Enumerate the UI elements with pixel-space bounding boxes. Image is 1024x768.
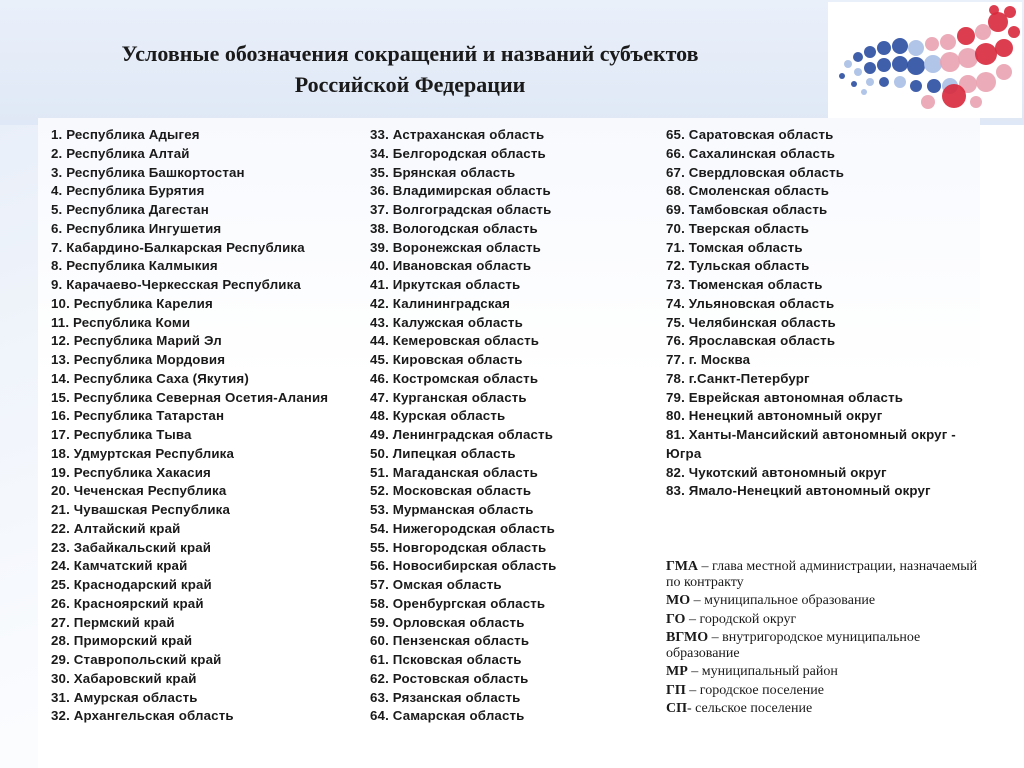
subject-list-item: 78. г.Санкт-Петербург — [666, 370, 810, 386]
subject-list-item: 61. Псковская область — [370, 652, 522, 667]
subject-list-item: 19. Республика Хакасия — [51, 464, 211, 480]
logo-dot — [989, 5, 999, 15]
subject-list-item: 6. Республика Ингушетия — [51, 220, 222, 236]
subject-list-item: 56. Новосибирская область — [370, 558, 557, 574]
legend-separator: - — [687, 701, 696, 716]
subject-list-item: 72. Тульская область — [666, 258, 810, 274]
subject-list-item: Югра — [666, 445, 702, 461]
subject-list-item: 52. Московская область — [370, 483, 532, 499]
subject-list-item: 71. Томская область — [666, 239, 803, 255]
subject-list-item: 73. Тюменская область — [666, 277, 823, 292]
subject-list-item: 12. Республика Марий Эл — [51, 333, 222, 349]
logo-dot — [864, 46, 876, 58]
subject-list-item: 4. Республика Бурятия — [51, 183, 205, 199]
subject-list-item: 38. Вологодская область — [370, 220, 538, 236]
logo-dot — [1004, 6, 1016, 18]
logo-dot — [861, 89, 867, 95]
logo-dot — [925, 37, 939, 51]
subject-list-item: 69. Тамбовская область — [666, 202, 828, 217]
logo-dot — [892, 38, 908, 54]
logo-dot — [907, 57, 925, 75]
subject-list-item: 83. Ямало-Ненецкий автономный округ — [666, 483, 931, 499]
subject-list-item: 79. Еврейская автономная область — [666, 389, 904, 405]
subject-list-item: 81. Ханты-Мансийский автономный округ - — [666, 427, 956, 442]
logo-dot — [976, 72, 996, 92]
legend-text: муниципальный район — [701, 664, 838, 679]
subject-list-item: 66. Сахалинская область — [666, 145, 836, 161]
legend-abbr: ГО — [666, 611, 686, 627]
logo-dot — [853, 52, 863, 62]
subject-list-item: 62. Ростовская область — [370, 670, 529, 686]
legend-separator: – — [685, 682, 700, 698]
logo-dot — [995, 39, 1013, 57]
subject-list-item: 24. Камчатский край — [51, 558, 188, 574]
legend-abbr: МО — [666, 593, 691, 608]
legend-row — [666, 630, 986, 661]
subject-list-item: 32. Архангельская область — [51, 708, 234, 724]
logo-dot — [864, 62, 876, 74]
legend-row — [666, 664, 986, 680]
subject-list-item: 59. Орловская область — [370, 614, 525, 630]
legend-text: городское поселение — [699, 682, 824, 698]
abbreviation-legend — [666, 559, 986, 720]
subject-list-item: 65. Саратовская область — [666, 127, 834, 142]
subject-list-item: 8. Республика Калмыкия — [51, 258, 218, 274]
subject-list-item: 75. Челябинская область — [666, 314, 836, 330]
subject-list-item: 54. Нижегородская область — [370, 520, 555, 536]
subject-list-item: 31. Амурская область — [51, 689, 198, 705]
subject-list-item: 15. Республика Северная Осетия-Алания — [51, 389, 329, 405]
subject-list-item: 10. Республика Карелия — [51, 295, 213, 311]
logo-dot — [924, 55, 942, 73]
logo-dot — [958, 48, 978, 68]
subject-list-item: 82. Чукотский автономный округ — [666, 464, 887, 480]
logo-dot — [877, 41, 891, 55]
subject-list-item: 14. Республика Саха (Якутия) — [51, 370, 249, 386]
subject-list-item: 47. Курганская область — [370, 389, 527, 405]
subject-list-item: 57. Омская область — [370, 577, 502, 592]
subject-list-item: 43. Калужская область — [370, 314, 523, 330]
subject-list-item: 76. Ярославская область — [666, 333, 836, 349]
legend-row — [666, 612, 986, 628]
subjects-column-1 — [51, 126, 328, 726]
subject-list-item: 50. Липецкая область — [370, 445, 516, 461]
subject-list-item: 58. Оренбургская область — [370, 595, 546, 611]
subject-list-item: 80. Ненецкий автономный округ — [666, 408, 883, 424]
subject-list-item: 55. Новгородская область — [370, 539, 547, 555]
subjects-column-3 — [666, 126, 956, 501]
legend-abbr: ГП — [666, 682, 686, 698]
subject-list-item: 64. Самарская область — [370, 708, 525, 724]
title-line-2: Российской Федерации — [294, 72, 526, 97]
subject-list-item: 18. Удмуртская Республика — [51, 445, 234, 461]
subject-list-item: 16. Республика Татарстан — [51, 408, 225, 424]
legend-text: внутригородское муниципальное образование — [666, 630, 921, 661]
subject-list-item: 36. Владимирская область — [370, 183, 551, 199]
legend-separator: – — [708, 630, 723, 645]
legend-separator: – — [698, 559, 713, 574]
logo-dot — [844, 60, 852, 68]
subject-list-item: 9. Карачаево-Черкесская Республика — [51, 277, 301, 292]
legend-row — [666, 559, 986, 590]
subject-list-item: 34. Белгородская область — [370, 145, 546, 161]
subjects-column-2 — [370, 126, 557, 726]
subject-list-item: 68. Смоленская область — [666, 183, 830, 199]
subject-list-item: 67. Свердловская область — [666, 164, 845, 180]
legend-abbr: ГМА — [666, 559, 699, 574]
subject-list-item: 53. Мурманская область — [370, 502, 534, 517]
russia-dots-logo — [828, 2, 1022, 118]
subject-list-item: 29. Ставропольский край — [51, 652, 222, 667]
subject-list-item: 20. Чеченская Республика — [51, 483, 227, 499]
subject-list-item: 49. Ленинградская область — [370, 427, 554, 442]
logo-dot — [894, 76, 906, 88]
subject-list-item: 35. Брянская область — [370, 164, 516, 180]
logo-dot — [851, 81, 857, 87]
logo-dot — [892, 56, 908, 72]
legend-row — [666, 593, 986, 609]
subject-list-item: 33. Астраханская область — [370, 127, 545, 142]
subject-list-item: 27. Пермский край — [51, 614, 175, 630]
subject-list-item: 1. Республика Адыгея — [51, 127, 200, 142]
logo-dot — [975, 43, 997, 65]
legend-abbr: ВГМО — [666, 630, 709, 645]
subject-list-item: 30. Хабаровский край — [51, 670, 197, 686]
subject-list-item: 26. Красноярский край — [51, 595, 204, 611]
logo-dot — [942, 84, 966, 108]
subject-list-item: 42. Калининградская — [370, 295, 511, 311]
subject-list-item: 3. Республика Башкортостан — [51, 164, 245, 180]
legend-abbr: СП — [666, 701, 687, 716]
subject-list-item: 40. Ивановская область — [370, 258, 532, 274]
subject-list-item: 23. Забайкальский край — [51, 539, 212, 555]
subject-list-item: 5. Республика Дагестан — [51, 202, 209, 217]
subject-list-item: 25. Краснодарский край — [51, 577, 212, 592]
logo-dot — [910, 80, 922, 92]
subject-list-item: 37. Волгоградская область — [370, 202, 552, 217]
subject-list-item: 13. Республика Мордовия — [51, 352, 226, 367]
legend-row — [666, 683, 986, 699]
legend-text: сельское поселение — [695, 701, 813, 716]
subject-list-item: 11. Республика Коми — [51, 314, 191, 330]
subject-list-item: 2. Республика Алтай — [51, 145, 190, 161]
subject-list-item: 45. Кировская область — [370, 352, 523, 367]
subject-list-item: 48. Курская область — [370, 408, 506, 424]
logo-dot — [940, 34, 956, 50]
subject-list-item: 63. Рязанская область — [370, 689, 521, 705]
logo-dot — [957, 27, 975, 45]
legend-separator: – — [687, 664, 702, 679]
subject-list-item: 44. Кемеровская область — [370, 333, 540, 349]
legend-row — [666, 701, 986, 717]
subject-list-item: 70. Тверская область — [666, 220, 810, 236]
subject-list-item: 41. Иркутская область — [370, 277, 521, 292]
logo-dot — [877, 58, 891, 72]
logo-dot — [927, 79, 941, 93]
logo-dot — [866, 78, 874, 86]
subject-list-item: 60. Пензенская область — [370, 633, 530, 649]
subject-list-item: 46. Костромская область — [370, 370, 539, 386]
logo-dot — [921, 95, 935, 109]
subject-list-item: 17. Республика Тыва — [51, 427, 192, 442]
logo-dot — [996, 64, 1012, 80]
subject-list-item: 77. г. Москва — [666, 352, 751, 367]
page-title — [60, 38, 760, 100]
legend-text: муниципальное образование — [704, 593, 876, 608]
legend-abbr: МР — [666, 664, 688, 679]
logo-dot — [854, 68, 862, 76]
subject-list-item: 74. Ульяновская область — [666, 295, 835, 311]
logo-dot — [970, 96, 982, 108]
subject-list-item: 22. Алтайский край — [51, 520, 181, 536]
logo-dot — [879, 77, 889, 87]
logo-dot — [940, 52, 960, 72]
logo-dot — [839, 73, 845, 79]
logo-dot — [975, 24, 991, 40]
subject-list-item: 39. Воронежская область — [370, 239, 541, 255]
logo-dot — [1008, 26, 1020, 38]
legend-text: городской округ — [699, 611, 797, 627]
subject-list-item: 28. Приморский край — [51, 633, 193, 649]
subject-list-item: 51. Магаданская область — [370, 464, 538, 480]
legend-separator: – — [685, 611, 700, 627]
title-line-1: Условные обозначения сокращений и названий субъектов — [121, 41, 699, 66]
legend-text: глава местной администрации, назначаемый по контракту — [666, 559, 978, 590]
subject-list-item: 7. Кабардино-Балкарская Республика — [51, 239, 305, 255]
logo-dot — [908, 40, 924, 56]
subject-list-item: 21. Чувашская Республика — [51, 502, 231, 517]
legend-separator: – — [690, 593, 705, 608]
